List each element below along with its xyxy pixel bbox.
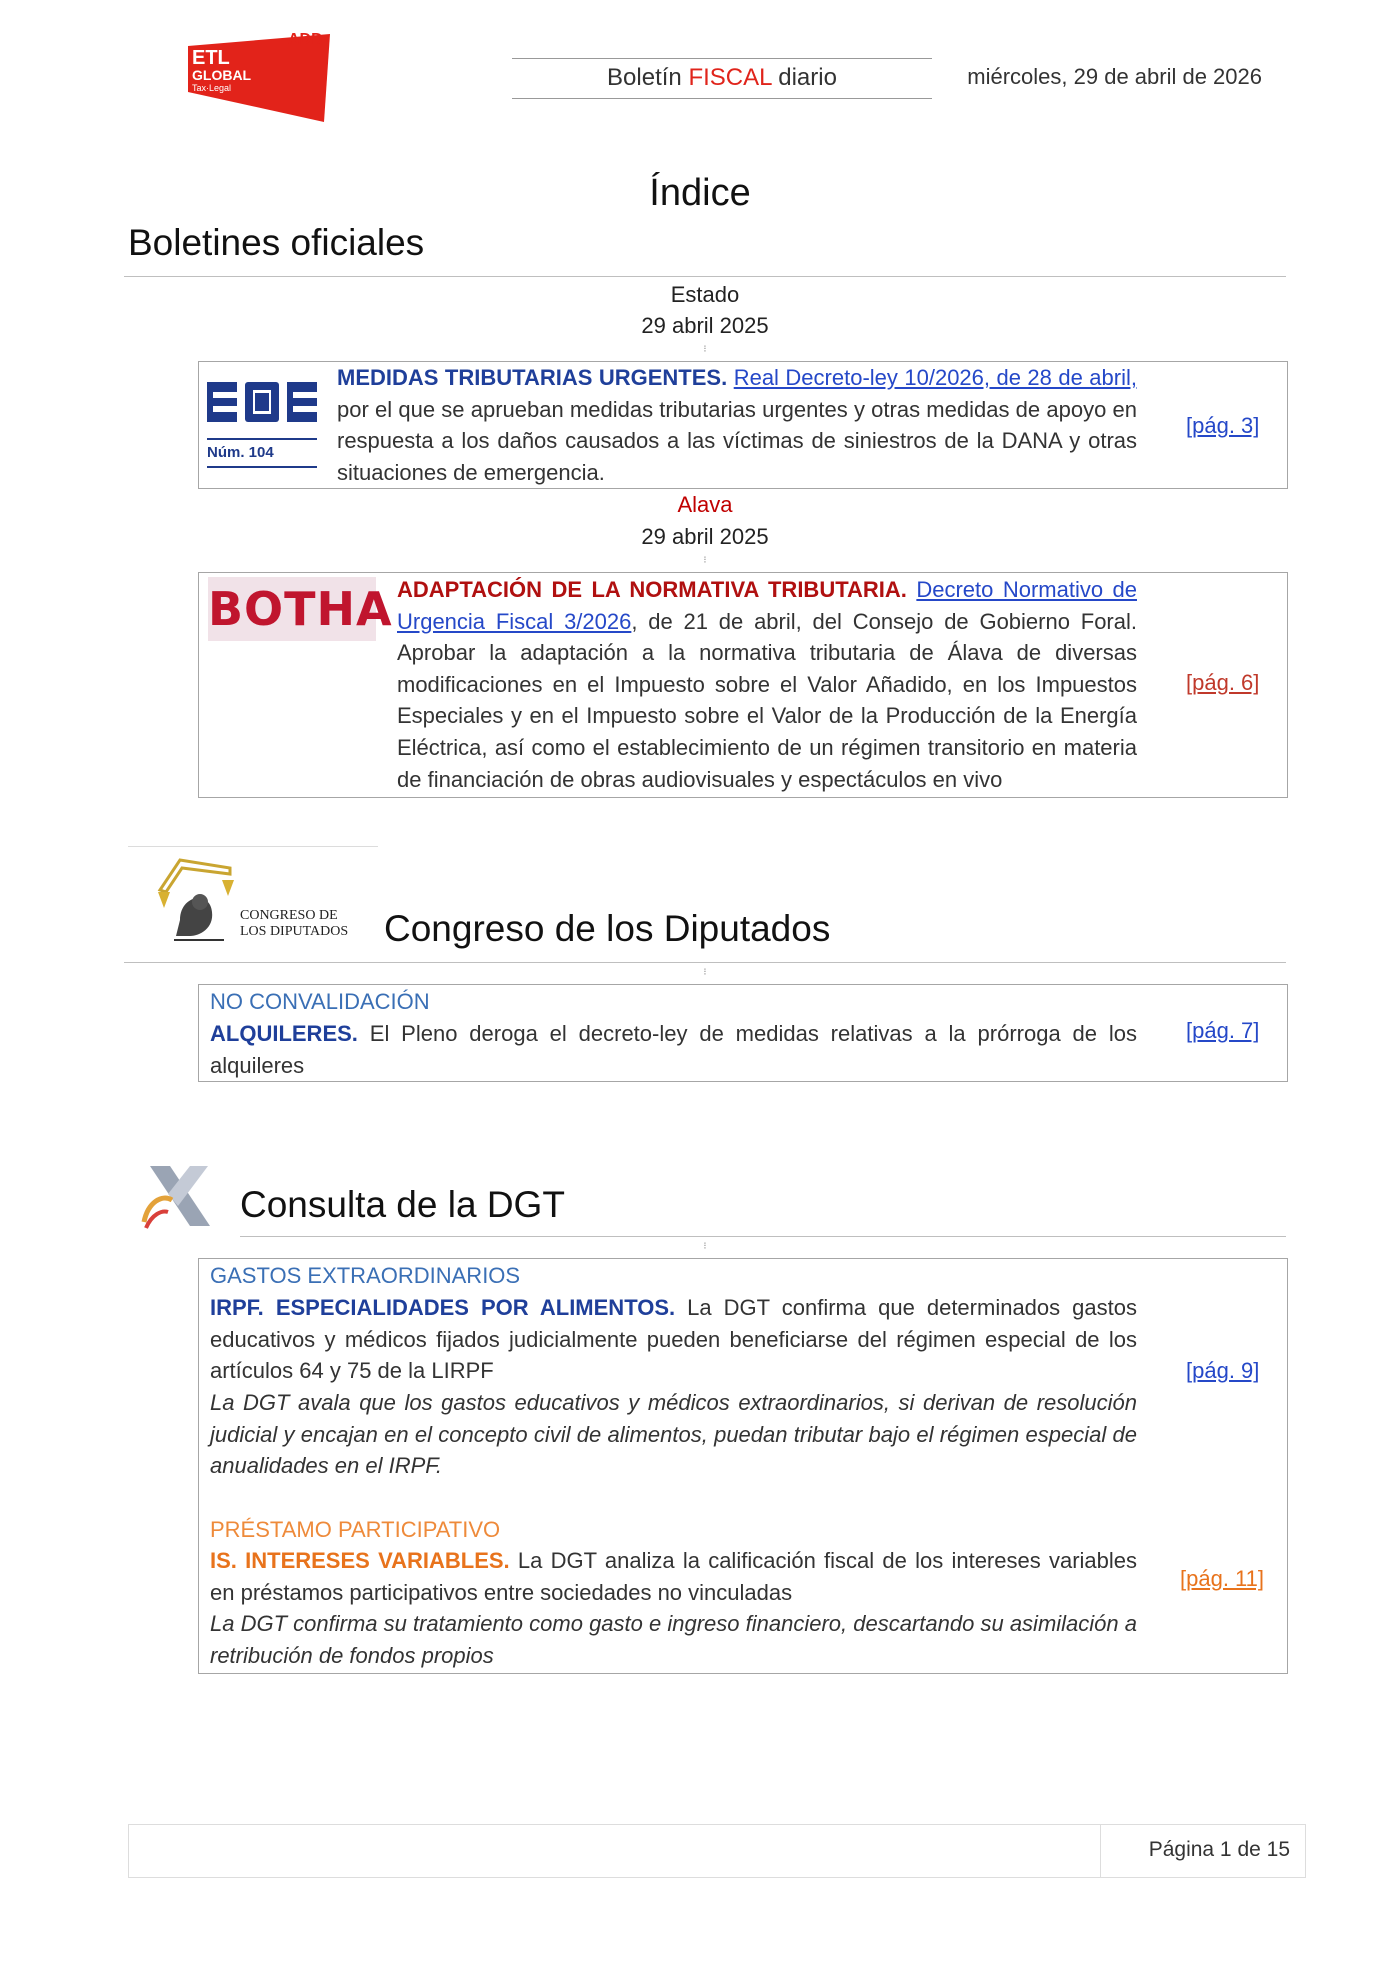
header-rule-bottom (512, 98, 932, 99)
dgt-item2-category: PRÉSTAMO PARTICIPATIVO (210, 1517, 501, 1542)
boe-page-link[interactable]: [pág. 3] (1186, 413, 1260, 438)
section-title-congreso: Congreso de los Diputados (384, 908, 831, 949)
anchor-dot: ⁝ (703, 555, 707, 566)
header-rule-top (512, 58, 932, 59)
botha-page-link[interactable]: [pág. 6] (1186, 670, 1260, 695)
aeat-logo (138, 1164, 218, 1234)
svg-text:GLOBAL: GLOBAL (192, 67, 252, 83)
dgt-item1-category: GASTOS EXTRAORDINARIOS (210, 1263, 521, 1288)
bulletin-title: Boletín FISCAL diario (607, 64, 837, 91)
congreso-logo: CONGRESO DE LOS DIPUTADOS (140, 850, 380, 950)
congreso-page-link[interactable]: [pág. 7] (1186, 1018, 1260, 1043)
svg-text:ADD: ADD (288, 31, 323, 48)
footer-box (128, 1824, 1306, 1878)
anchor-dot: ⁝ (703, 344, 707, 355)
dgt-item2-page-link[interactable]: [pág. 11] (1180, 1566, 1264, 1591)
section-title-dgt: Consulta de la DGT (240, 1184, 565, 1225)
congreso-category: NO CONVALIDACIÓN (210, 989, 430, 1014)
section-rule (124, 962, 1286, 963)
estado-date: 29 abril 2025 (641, 313, 769, 338)
section-rule (240, 1236, 1286, 1237)
estado-label: Estado (670, 282, 740, 307)
boe-entry-text: MEDIDAS TRIBUTARIAS URGENTES. Real Decreto-ley 10/2026, de 28 de abril, por el que se aprueban medidas tributarias urgentes y otras medidas de apoyo en respuesta a los daños causados a las víctimas de siniestros de la DANA y otras situaciones de emergencia. (337, 365, 1137, 485)
section-title-boletines: Boletines oficiales (128, 222, 425, 263)
dgt-item1-summary: La DGT avala que los gastos educativos y médicos extraordinarios, si derivan de resolución judicial y encajan en el concepto civil de alimentos, puedan tributar bajo el régimen especial de anualidades en el IRPF. (210, 1390, 1137, 1479)
botha-logo: BOTHA (208, 577, 376, 641)
dgt-item2-summary: La DGT confirma su tratamiento como gasto e ingreso financiero, descartando su asimilación a retribución de fondos propios (210, 1611, 1137, 1668)
boe-logo (207, 374, 317, 470)
dgt-item2-text: IS. INTERESES VARIABLES. La DGT analiza la calificación fiscal de los intereses variables en préstamos participativos entre sociedades no vinculadas (210, 1548, 1138, 1605)
index-title: Índice (649, 172, 751, 214)
botha-entry-text-top: ADAPTACIÓN DE LA NORMATIVA TRIBUTARIA. Decreto Normativo de Urgencia Fiscal 3/2026, de 21 de abril, del Consejo de Gobierno Foral. Aprobar la adaptación a la normativa tributaria de Álava de diversas modificaciones en el Impuesto sobre el Valor Añadido, en los Impuestos Especiales y en el Impuesto sobre el Valor de la Producción de la Energía Eléctrica, así como el establecimiento de un régimen transitorio en materia de financiación de obras audiovisuales y espectáculos en vivo (397, 577, 1137, 792)
section-rule (124, 276, 1286, 277)
etl-global-logo (184, 30, 330, 122)
congreso-logo-rule (128, 846, 378, 847)
boe-decree-link[interactable]: Real Decreto-ley 10/2026, de 28 de abril, (733, 365, 1137, 390)
anchor-dot: ⁝ (703, 1241, 707, 1252)
footer-divider (1100, 1824, 1101, 1878)
svg-text:Tax·Legal: Tax·Legal (192, 83, 232, 93)
header-date: miércoles, 29 de abril de 2026 (967, 64, 1262, 89)
botha-decree-link[interactable]: Decreto Normativo de Urgencia Fiscal 3/2026 (397, 577, 1137, 634)
dgt-item1-text: IRPF. ESPECIALIDADES POR ALIMENTOS. La DGT confirma que determinados gastos educativos y médicos fijados judicialmente pueden beneficiarse del régimen especial de los artículos 64 y 75 de la LIRPF (210, 1295, 1137, 1384)
congreso-entry-text: ALQUILERES. El Pleno deroga el decreto-ley de medidas relativas a la prórroga de los alquileres (210, 1021, 1137, 1078)
page-number: Página 1 de 15 (1148, 1838, 1290, 1861)
alava-label: Alava (677, 492, 733, 517)
svg-text:ETL: ETL (192, 47, 230, 69)
dgt-item1-page-link[interactable]: [pág. 9] (1186, 1358, 1260, 1383)
boe-number: Núm. 104 (207, 444, 274, 461)
anchor-dot: ⁝ (703, 967, 707, 978)
alava-date: 29 abril 2025 (641, 524, 769, 549)
